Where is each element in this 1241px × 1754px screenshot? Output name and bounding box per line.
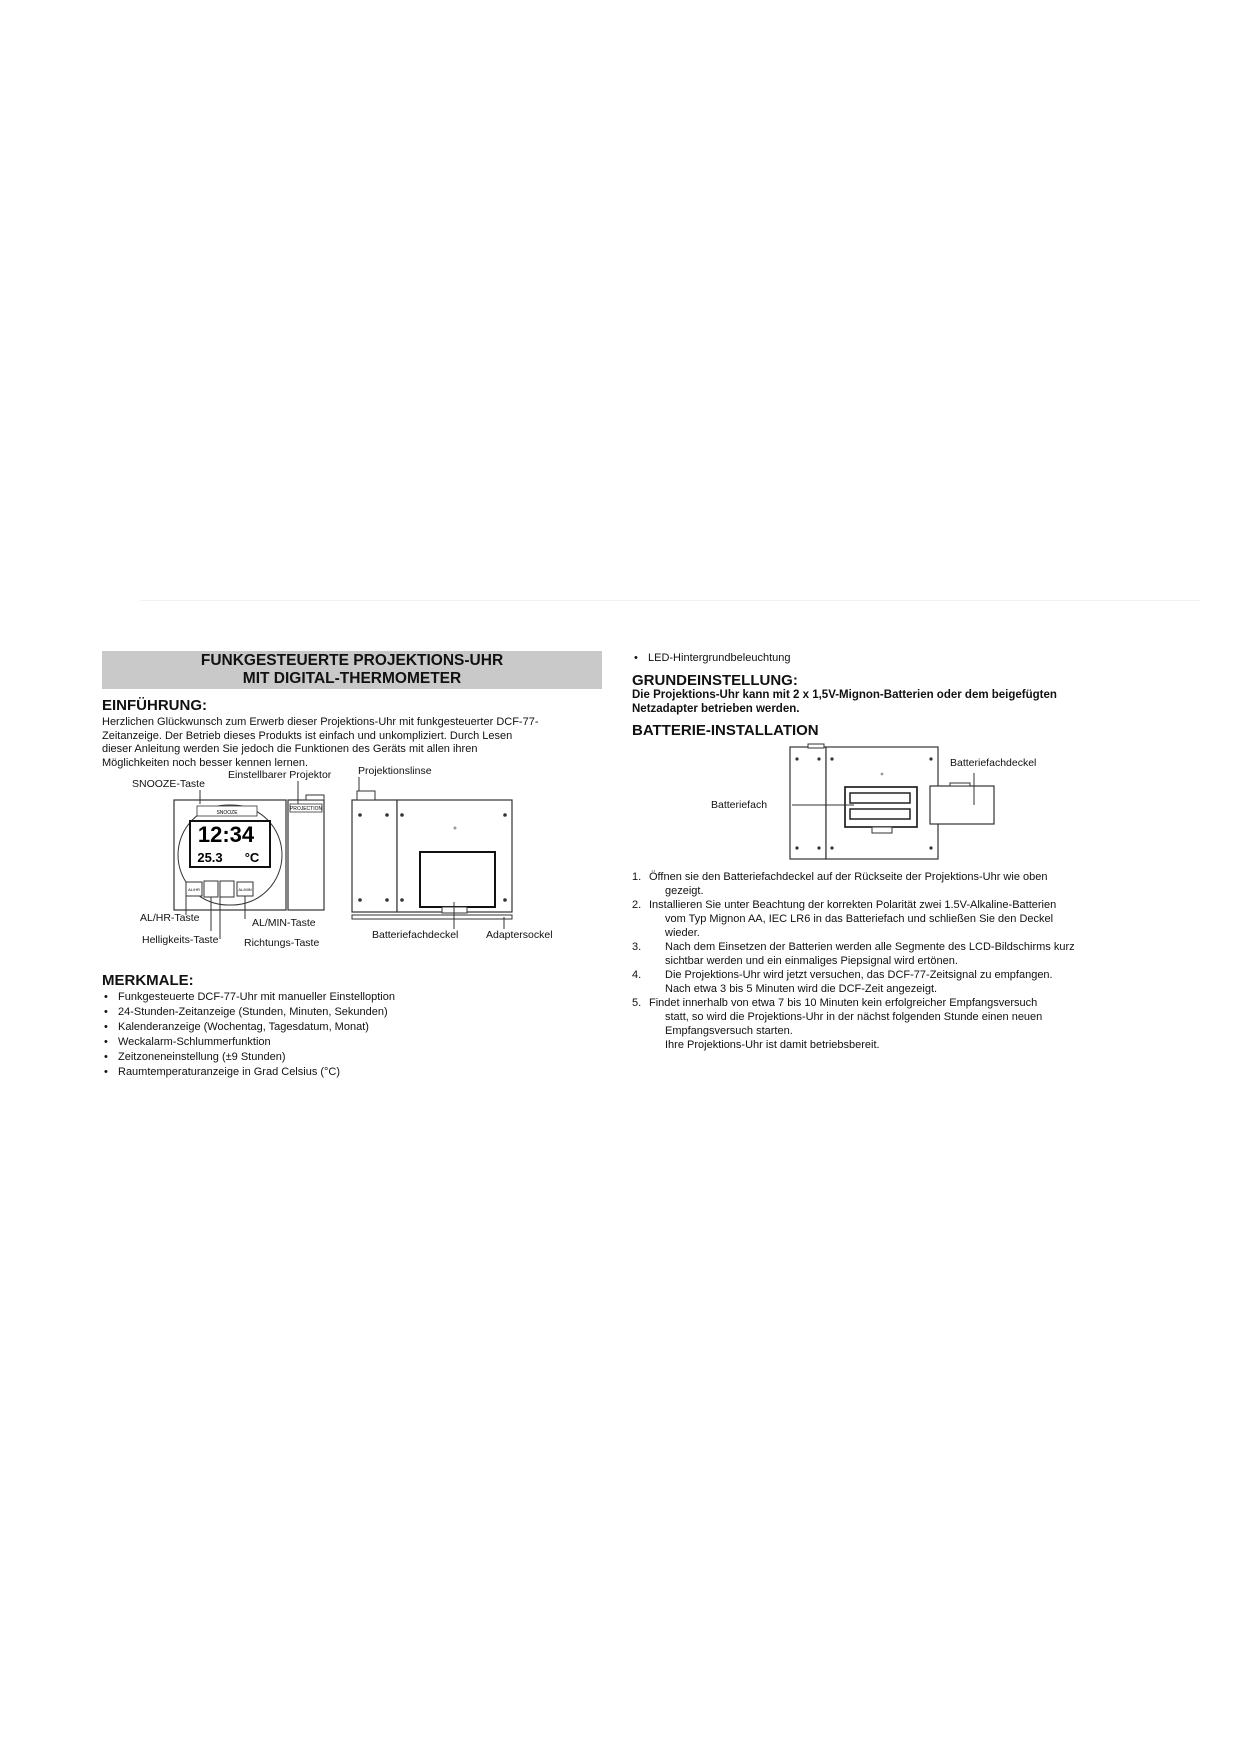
lcd-temp: 25.3 xyxy=(197,850,223,865)
projector-label-text: PROJECTION xyxy=(289,806,323,812)
list-item: • Weckalarm-Schlummerfunktion xyxy=(102,1035,602,1050)
screw-graphic xyxy=(454,827,457,830)
screw-graphic xyxy=(881,773,884,776)
step-line: Installieren Sie unter Beachtung der korrekten Polarität zwei 1.5V-Alkaline-Batterien xyxy=(649,899,1057,911)
left-column xyxy=(102,651,602,1078)
step-number: 2. xyxy=(632,899,642,911)
screw-graphic xyxy=(817,757,820,760)
step-line: Nach dem Einsetzen der Batterien werden alle Segmente des LCD-Bildschirms kurz xyxy=(665,941,1075,953)
battery-cover-graphic xyxy=(420,852,495,907)
label-battery-compartment: Batteriefach xyxy=(711,799,768,811)
title-line-2: MIT DIGITAL-THERMOMETER xyxy=(242,670,462,687)
features-section xyxy=(102,972,602,1080)
screw-graphic xyxy=(400,898,404,902)
features-heading: MERKMALE: xyxy=(102,972,194,989)
screw-graphic xyxy=(503,813,507,817)
list-item: • Funkgesteuerte DCF-77-Uhr mit manueller Einstelloption xyxy=(102,990,602,1005)
brightness-button-graphic xyxy=(204,881,218,897)
step-line: Ihre Projektions-Uhr ist damit betriebsbereit. xyxy=(665,1039,880,1051)
projector-body xyxy=(288,800,324,910)
list-item xyxy=(632,968,1152,996)
step-line: Findet innerhalb von etwa 7 bis 10 Minuten kein erfolgreicher Empfangsversuch xyxy=(649,997,1038,1009)
lens-graphic xyxy=(808,744,824,748)
features-list xyxy=(102,990,602,1080)
step-number: 4. xyxy=(632,969,642,981)
al-min-button-text: AL/MIN xyxy=(238,887,252,892)
intro-line: dieser Anleitung werden Sie jedoch die Funktionen des Geräts mit allen ihren xyxy=(102,743,478,755)
list-item: • Zeitzoneneinstellung (±9 Stunden) xyxy=(102,1050,602,1065)
intro-line: Möglichkeiten noch besser kennen lernen. xyxy=(102,756,309,769)
clock-back-left xyxy=(352,800,397,912)
intro-line: Zeitanzeige. Der Betrieb dieses Produkts ist einfach und unkompliziert. Durch Lesen xyxy=(102,729,513,742)
screw-graphic xyxy=(503,898,507,902)
al-hr-button-text: AL/HR xyxy=(188,887,200,892)
clock-back-left xyxy=(790,747,826,859)
direction-button-graphic xyxy=(220,881,234,897)
battery-graphic xyxy=(850,793,910,803)
clock-base-graphic xyxy=(352,915,512,919)
snooze-button-text: SNOOZE xyxy=(216,810,238,816)
battery-cover-tab xyxy=(950,783,970,786)
screw-graphic xyxy=(385,813,389,817)
scan-artifact-line xyxy=(140,600,1200,601)
lcd-unit: °C xyxy=(244,850,260,865)
battery-diagram-svg xyxy=(632,743,1152,863)
step-line: wieder. xyxy=(665,927,700,939)
lens-graphic xyxy=(357,791,375,800)
list-item: • Kalenderanzeige (Wochentag, Tagesdatum, Monat) xyxy=(102,1020,602,1035)
title-box xyxy=(102,651,602,689)
screw-graphic xyxy=(795,846,798,849)
screw-graphic xyxy=(795,757,798,760)
label-battery-cover: Batteriefachdeckel xyxy=(372,929,459,941)
battery-install-heading: BATTERIE-INSTALLATION xyxy=(632,722,819,739)
socket-graphic xyxy=(872,827,892,833)
basic-setup-line: Netzadapter betrieben werden. xyxy=(632,702,800,715)
step-line: gezeigt. xyxy=(665,885,704,897)
intro-heading: EINFÜHRUNG: xyxy=(102,697,207,714)
lcd-time: 12:34 xyxy=(197,822,255,847)
step-line: Nach etwa 3 bis 5 Minuten wird die DCF-Zeit angezeigt. xyxy=(665,983,938,995)
screw-graphic xyxy=(358,813,362,817)
label-projector: Einstellbarer Projektor xyxy=(228,769,332,781)
step-number: 5. xyxy=(632,997,642,1009)
label-battery-cover: Batteriefachdeckel xyxy=(950,757,1037,769)
screw-graphic xyxy=(400,813,404,817)
label-lens: Projektionslinse xyxy=(358,765,432,777)
label-adapter: Adaptersockel xyxy=(486,929,553,941)
step-number: 3. xyxy=(632,941,642,953)
list-item: • 24-Stunden-Zeitanzeige (Stunden, Minuten, Sekunden) xyxy=(102,1005,602,1020)
label-al-hr: AL/HR-Taste xyxy=(140,912,200,924)
intro-line: Herzlichen Glückwunsch zum Erwerb dieser Projektions-Uhr mit funkgesteuerter DCF-77- xyxy=(102,716,539,728)
screw-graphic xyxy=(358,898,362,902)
step-line: Empfangsversuch starten. xyxy=(665,1025,793,1037)
right-column xyxy=(632,651,1152,1052)
screw-graphic xyxy=(929,846,932,849)
basic-setup-line: Die Projektions-Uhr kann mit 2 x 1,5V-Mignon-Batterien oder dem beigefügten xyxy=(632,689,1057,701)
step-line: statt, so wird die Projektions-Uhr in der nächst folgenden Stunde einen neuen xyxy=(665,1011,1043,1023)
step-line: Öffnen sie den Batteriefachdeckel auf der Rückseite der Projektions-Uhr wie oben xyxy=(649,871,1048,883)
step-number: 1. xyxy=(632,871,642,883)
screw-graphic xyxy=(817,846,820,849)
screw-graphic xyxy=(929,757,932,760)
basic-setup-heading: GRUNDEINSTELLUNG: xyxy=(632,672,798,689)
list-item xyxy=(632,996,1152,1052)
list-item xyxy=(632,870,1152,898)
title-line-1: FUNKGESTEUERTE PROJEKTIONS-UHR xyxy=(200,652,504,669)
screw-graphic xyxy=(830,757,833,760)
list-item xyxy=(632,898,1152,940)
list-item xyxy=(632,940,1152,968)
install-steps xyxy=(632,870,1152,1052)
step-line: Die Projektions-Uhr wird jetzt versuchen, das DCF-77-Zeitsignal zu empfangen. xyxy=(665,969,1053,981)
battery-cover-graphic xyxy=(930,786,994,824)
list-item: • LED-Hintergrundbeleuchtung xyxy=(632,651,1152,666)
intro-paragraph xyxy=(102,716,602,770)
screw-graphic xyxy=(830,846,833,849)
battery-graphic xyxy=(850,809,910,819)
label-snooze: SNOOZE-Taste xyxy=(132,778,205,790)
step-line: sichtbar werden und ein einmaliges Piepsignal wird ertönen. xyxy=(665,955,958,967)
battery-diagram xyxy=(632,743,1152,863)
projector-lens-top xyxy=(306,795,324,800)
step-line: vom Typ Mignon AA, IEC LR6 in das Batteriefach und schließen Sie den Deckel xyxy=(665,913,1054,925)
led-list xyxy=(632,651,1152,666)
label-brightness: Helligkeits-Taste xyxy=(142,934,219,946)
clock-diagram xyxy=(102,765,602,969)
label-al-min: AL/MIN-Taste xyxy=(252,917,316,929)
list-item: • Raumtemperaturanzeige in Grad Celsius (°C) xyxy=(102,1065,602,1080)
label-direction: Richtungs-Taste xyxy=(244,937,320,949)
screw-graphic xyxy=(385,898,389,902)
